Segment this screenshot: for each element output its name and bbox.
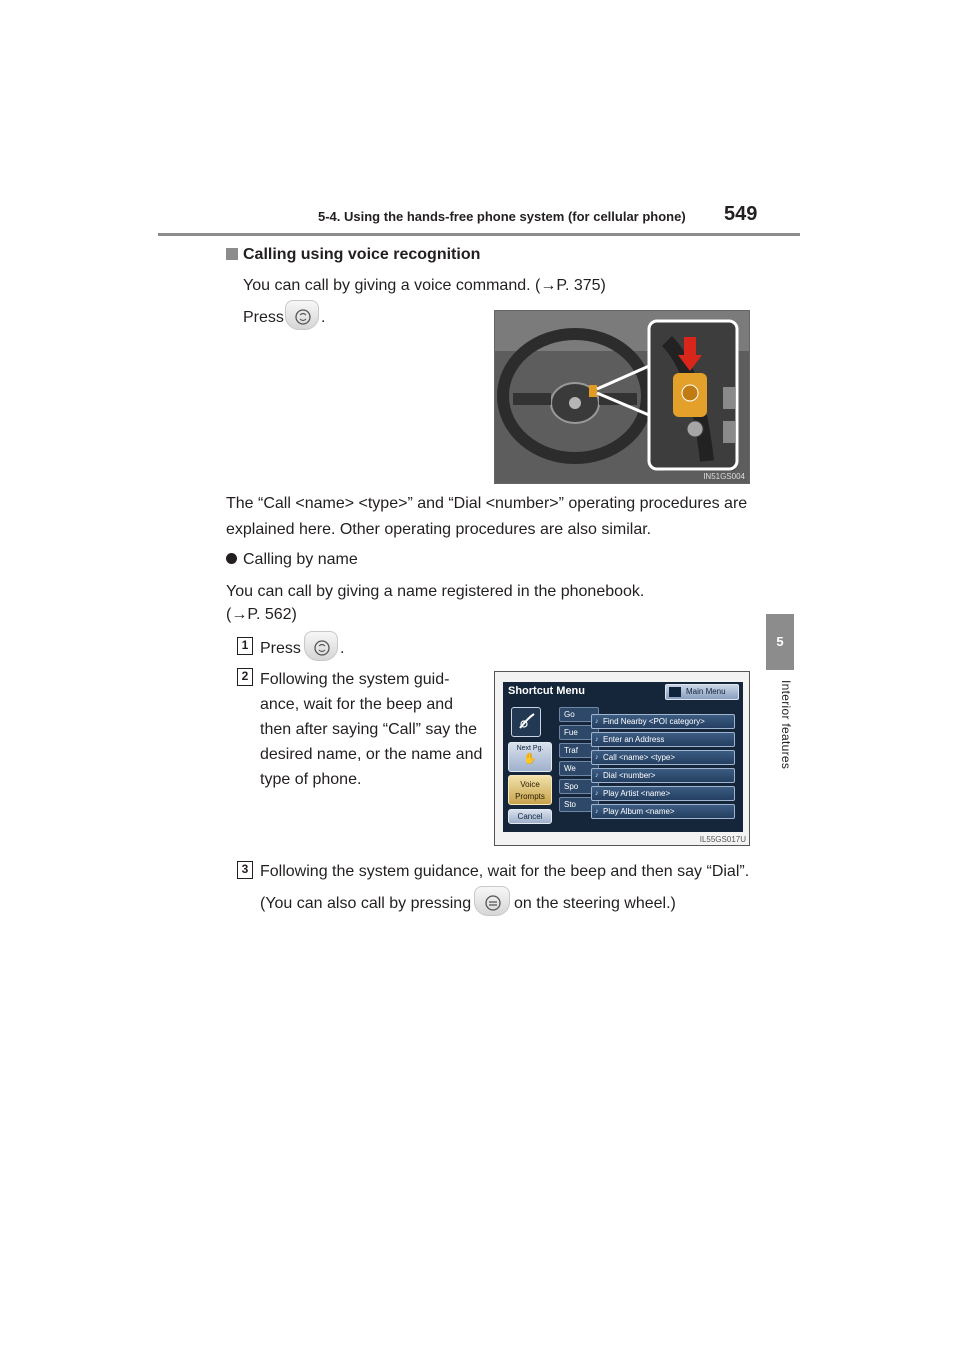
shortcut-menu-screenshot <box>494 671 750 846</box>
step-1-suffix: . <box>340 640 345 657</box>
step-number: 1 <box>237 637 253 655</box>
header-rule <box>158 233 800 236</box>
step-3-suffix: on the steering wheel.) <box>514 895 676 912</box>
subsection-heading: Calling by name <box>243 551 358 568</box>
section-heading: Calling using voice recognition <box>243 246 481 263</box>
next-page-button <box>508 742 552 772</box>
steering-wheel-photo <box>494 310 750 484</box>
step-2-line: desired name, or the name and <box>260 746 483 763</box>
section-intro: You can call by giving a voice command. (→P. 375) <box>243 277 606 294</box>
step-number: 3 <box>237 861 253 879</box>
talk-switch-icon <box>285 300 319 330</box>
step-2-line: Following the system guid- <box>260 671 450 688</box>
screen-display <box>503 682 743 832</box>
screen-code: IL55GS017U <box>699 835 746 844</box>
explain-line-2: explained here. Other operating procedures are also similar. <box>226 521 652 538</box>
step-number: 2 <box>237 668 253 686</box>
off-hook-switch-icon <box>474 886 510 916</box>
background-menu-item: We <box>559 761 599 776</box>
step-3-line-1: Following the system guidance, wait for the beep and then say “Dial”. <box>260 863 750 880</box>
main-menu-button <box>665 684 739 700</box>
round-bullet-icon <box>226 553 237 564</box>
menu-item: ♪ Enter an Address <box>591 732 735 747</box>
menu-icon <box>669 687 681 697</box>
main-menu-label: Main Menu <box>686 687 726 696</box>
voice-prompts-label: Voice <box>520 780 540 789</box>
step-1-text: Press <box>260 640 301 657</box>
step-2-line: ance, wait for the beep and <box>260 696 454 713</box>
menu-item: ♪ Dial <number> <box>591 768 735 783</box>
step-2-line: type of phone. <box>260 771 362 788</box>
voice-prompts-label: Prompts <box>515 792 545 801</box>
explain-line-1: The “Call <name> <type>” and “Dial <number>” operating procedures are <box>226 495 748 512</box>
cancel-button: Cancel <box>508 809 552 824</box>
talk-switch-icon <box>304 631 338 661</box>
menu-item: ♪ Find Nearby <POI category> <box>591 714 735 729</box>
step-2-line: then after saying “Call” say the <box>260 721 477 738</box>
section-title: 5-4. Using the hands-free phone system (for cellular phone) <box>318 209 686 224</box>
chapter-tab: 5 <box>766 614 794 670</box>
page-number: 549 <box>724 203 758 225</box>
next-page-label: Next Pg. <box>516 745 544 752</box>
press-suffix: . <box>321 309 326 326</box>
menu-item: ♪ Play Album <name> <box>591 804 735 819</box>
step-3-line-2: (You can also call by pressing <box>260 895 472 912</box>
square-bullet-icon <box>226 248 238 260</box>
voice-icon <box>511 707 541 737</box>
background-menu-item: Fue <box>559 725 599 740</box>
photo-code: IN51GS004 <box>703 472 745 481</box>
background-menu-item: Traf <box>559 743 599 758</box>
subsection-line-1: You can call by giving a name registered in the phonebook. <box>226 583 645 600</box>
menu-item: ♪ Play Artist <name> <box>591 786 735 801</box>
background-menu-item: Go <box>559 707 599 722</box>
background-menu-item: Spo <box>559 779 599 794</box>
screen-title: Shortcut Menu <box>508 685 585 697</box>
menu-item: ♪ Call <name> <type> <box>591 750 735 765</box>
press-label: Press <box>243 309 284 326</box>
hand-icon: ✋ <box>523 753 537 765</box>
background-menu-item: Sto <box>559 797 599 812</box>
voice-prompts-button <box>508 775 552 805</box>
chapter-label: Interior features <box>779 680 793 770</box>
subsection-line-2: (→P. 562) <box>226 606 297 623</box>
